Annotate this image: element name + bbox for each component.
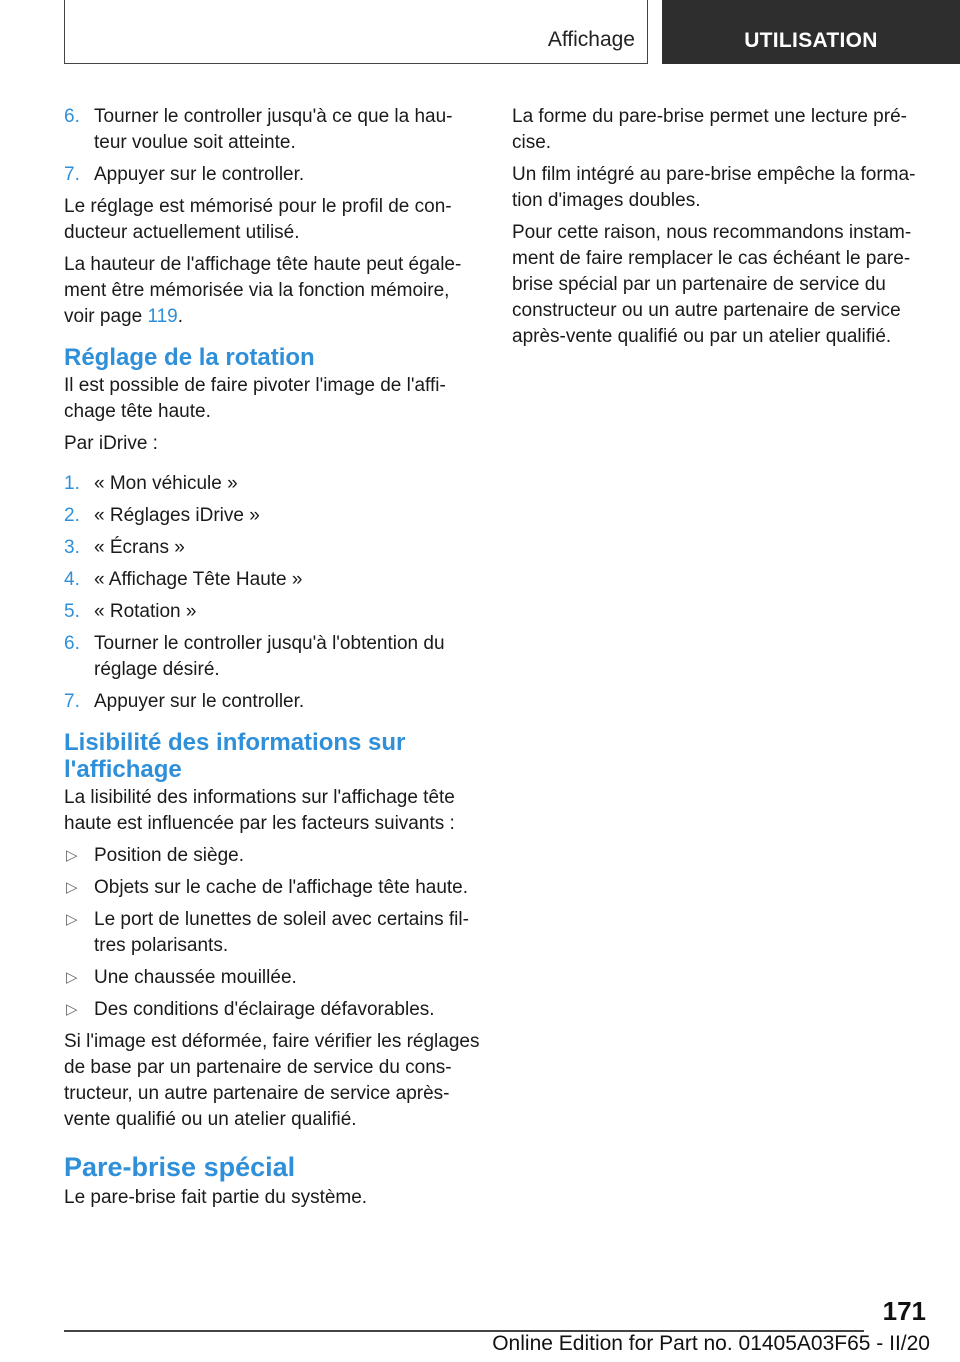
list-item — [64, 965, 480, 991]
bullet-text: Objets sur le cache de l'affichage tête haute. — [94, 877, 469, 898]
list-item — [64, 997, 480, 1023]
header-frame — [64, 0, 648, 64]
list-item — [64, 104, 480, 156]
rotation-via: Par iDrive : — [64, 433, 158, 454]
legibility-bullets — [64, 843, 480, 1023]
step-number: 1. — [64, 473, 80, 494]
memo-paragraph: Le réglage est mémorisé pour le profil de con-ducteur actuellement utilisé. — [64, 196, 452, 243]
triangle-bullet-icon: ▷ — [66, 879, 78, 896]
list-item — [64, 631, 480, 683]
rotation-intro: Il est possible de faire pivoter l'image de l'affi-chage tête haute. — [64, 375, 446, 422]
right-paragraph: La forme du pare-brise permet une lecture pré-cise. — [512, 106, 907, 153]
left-column — [64, 104, 480, 1217]
list-item — [64, 567, 480, 593]
step-number: 2. — [64, 505, 80, 526]
legibility-outro: Si l'image est déformée, faire vérifier les réglages de base par un partenaire de service du cons-tructeur, un autre partenaire de service après-vente qualifié ou un atelier qualifié. — [64, 1031, 480, 1130]
legibility-intro: La lisibilité des informations sur l'affichage tête haute est influencée par les facteurs suivants : — [64, 787, 455, 834]
triangle-bullet-icon: ▷ — [66, 1001, 78, 1018]
list-item — [64, 503, 480, 529]
list-item — [64, 599, 480, 625]
triangle-bullet-icon: ▷ — [66, 969, 78, 986]
step-text: « Écrans » — [94, 537, 185, 558]
list-item — [64, 907, 480, 959]
bullet-text: Une chaussée mouillée. — [94, 967, 297, 988]
triangle-bullet-icon: ▷ — [66, 911, 78, 928]
header-section-title: Affichage — [547, 28, 635, 51]
header-chapter-tab: UTILISATION — [662, 0, 960, 64]
step-number: 6. — [64, 106, 80, 127]
page-number: 171 — [882, 1296, 926, 1326]
legibility-heading: Lisibilité des informations sur l'affichage — [64, 729, 406, 783]
steps-top-list — [64, 104, 480, 188]
step-text: « Rotation » — [94, 601, 197, 622]
step-number: 4. — [64, 569, 80, 590]
windshield-text: Le pare-brise fait partie du système. — [64, 1187, 368, 1208]
list-item — [64, 471, 480, 497]
step-text: « Affichage Tête Haute » — [94, 569, 303, 590]
step-text: Appuyer sur le controller. — [94, 164, 305, 185]
bullet-text: Des conditions d'éclairage défavorables. — [94, 999, 435, 1020]
bullet-text: Position de siège. — [94, 845, 244, 866]
height-memory-suffix: . — [177, 306, 184, 327]
bullet-text: Le port de lunettes de soleil avec certains fil-tres polarisants. — [94, 909, 469, 956]
right-column — [512, 104, 920, 356]
triangle-bullet-icon: ▷ — [66, 847, 78, 864]
step-number: 7. — [64, 691, 80, 712]
height-memory-text: La hauteur de l'affichage tête haute peut égale-ment être mémorisée via la fonction mémoire, voir page — [64, 254, 462, 327]
step-text: Appuyer sur le controller. — [94, 691, 305, 712]
list-item — [64, 162, 480, 188]
list-item — [64, 689, 480, 715]
list-item — [64, 843, 480, 869]
step-number: 3. — [64, 537, 80, 558]
step-number: 6. — [64, 633, 80, 654]
step-number: 5. — [64, 601, 80, 622]
step-text: Tourner le controller jusqu'à l'obtention du réglage désiré. — [94, 633, 445, 680]
windshield-heading: Pare-brise spécial — [64, 1152, 296, 1182]
step-text: « Mon véhicule » — [94, 473, 238, 494]
right-paragraph: Un film intégré au pare-brise empêche la forma-tion d'images doubles. — [512, 164, 916, 211]
height-memory-paragraph — [64, 252, 480, 330]
step-text: Tourner le controller jusqu'à ce que la hau-teur voulue soit atteinte. — [94, 106, 453, 153]
list-item — [64, 875, 480, 901]
step-text: « Réglages iDrive » — [94, 505, 260, 526]
rotation-heading: Réglage de la rotation — [64, 344, 315, 371]
footer-edition: Online Edition for Part no. 01405A03F65 - II/20 — [492, 1332, 930, 1355]
rotation-steps-list — [64, 471, 480, 715]
page-reference-link[interactable]: 119 — [147, 306, 178, 327]
right-paragraph: Pour cette raison, nous recommandons instam-ment de faire remplacer le cas échéant le pare-brise spécial par un partenaire de service du constructeur ou un autre partenaire de service après-vente qualifié ou par un atelier qualifié. — [512, 222, 912, 347]
step-number: 7. — [64, 164, 80, 185]
list-item — [64, 535, 480, 561]
